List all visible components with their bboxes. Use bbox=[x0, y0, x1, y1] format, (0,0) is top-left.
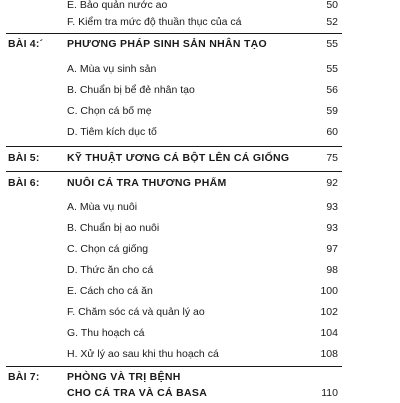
toc-row-page: 52 bbox=[326, 16, 338, 28]
toc-chapter-title: PHÒNG VÀ TRỊ BỆNH bbox=[67, 371, 181, 383]
toc-row bbox=[0, 260, 400, 280]
toc-row bbox=[0, 344, 400, 364]
toc-row bbox=[0, 302, 400, 322]
toc-row-title: A. Mùa vụ nuôi bbox=[67, 201, 138, 213]
toc-row bbox=[0, 59, 400, 79]
toc-chapter-row bbox=[0, 383, 400, 403]
toc-lesson-number: BÀI 5: bbox=[8, 152, 40, 164]
toc-row-page: 98 bbox=[326, 264, 338, 276]
toc-row-title: B. Chuẩn bị bể đẻ nhân tạo bbox=[67, 84, 195, 96]
toc-chapter-title: PHƯƠNG PHÁP SINH SẢN NHÂN TẠO bbox=[67, 38, 268, 50]
toc-chapter-row bbox=[0, 34, 400, 54]
toc-row-title: D. Tiêm kích dục tố bbox=[67, 126, 157, 138]
toc-row-title: B. Chuẩn bị ao nuôi bbox=[67, 222, 160, 234]
toc-row-page: 60 bbox=[326, 126, 338, 138]
toc-row bbox=[0, 101, 400, 121]
toc-row-page: 55 bbox=[326, 63, 338, 75]
toc-row-title: D. Thức ăn cho cá bbox=[67, 264, 154, 276]
toc-lesson-number: BÀI 4:´ bbox=[8, 38, 44, 50]
toc-row-page: 55 bbox=[326, 38, 338, 50]
toc-row-page: 110 bbox=[321, 387, 338, 399]
toc-row bbox=[0, 281, 400, 301]
toc-row-page: 97 bbox=[326, 243, 338, 255]
divider bbox=[6, 146, 342, 147]
toc-chapter-title-line2: CHO CÁ TRA VÀ CÁ BASA bbox=[67, 387, 208, 399]
toc-row bbox=[0, 12, 400, 32]
toc-lesson-number: BÀI 6: bbox=[8, 177, 40, 189]
toc-chapter-row bbox=[0, 148, 400, 168]
toc-row-title: G. Thu hoạch cá bbox=[67, 327, 145, 339]
toc-row bbox=[0, 122, 400, 142]
toc-row-page: 59 bbox=[326, 105, 338, 117]
toc-row-page: 93 bbox=[326, 222, 338, 234]
toc-lesson-number: BÀI 7: bbox=[8, 371, 40, 383]
toc-row-title: F. Kiểm tra mức độ thuần thục của cá bbox=[67, 16, 242, 28]
toc-row-page: 108 bbox=[320, 348, 338, 360]
toc-row-page: 93 bbox=[326, 201, 338, 213]
toc-row-page: 100 bbox=[320, 285, 338, 297]
toc-chapter-title: NUÔI CÁ TRA THƯƠNG PHẨM bbox=[67, 177, 227, 189]
toc-chapter-row bbox=[0, 173, 400, 193]
toc-row bbox=[0, 218, 400, 238]
toc-row-title: A. Mùa vụ sinh sản bbox=[67, 63, 157, 75]
toc-row-title: C. Chọn cá giống bbox=[67, 243, 149, 255]
toc-row-title: E. Cách cho cá ăn bbox=[67, 285, 153, 297]
toc-row-page: 104 bbox=[320, 327, 338, 339]
toc-row bbox=[0, 80, 400, 100]
toc-row bbox=[0, 239, 400, 259]
toc-row bbox=[0, 197, 400, 217]
toc-row-page: 56 bbox=[326, 84, 338, 96]
divider bbox=[6, 171, 342, 172]
toc-row-title: H. Xử lý ao sau khi thu hoạch cá bbox=[67, 348, 219, 360]
toc-chapter-title: KỸ THUẬT ƯƠNG CÁ BỘT LÊN CÁ GIỐNG bbox=[67, 152, 290, 164]
toc-row-page: 92 bbox=[326, 177, 338, 189]
toc-row-page: 75 bbox=[326, 152, 338, 164]
toc-row-page: 102 bbox=[320, 306, 338, 318]
toc-row-title: C. Chọn cá bố mẹ bbox=[67, 105, 152, 117]
toc-row bbox=[0, 323, 400, 343]
toc-row-title: E. Bảo quản nước ao bbox=[67, 0, 168, 11]
toc-row-title: F. Chăm sóc cá và quản lý ao bbox=[67, 306, 205, 318]
toc-row-page: 50 bbox=[326, 0, 338, 11]
